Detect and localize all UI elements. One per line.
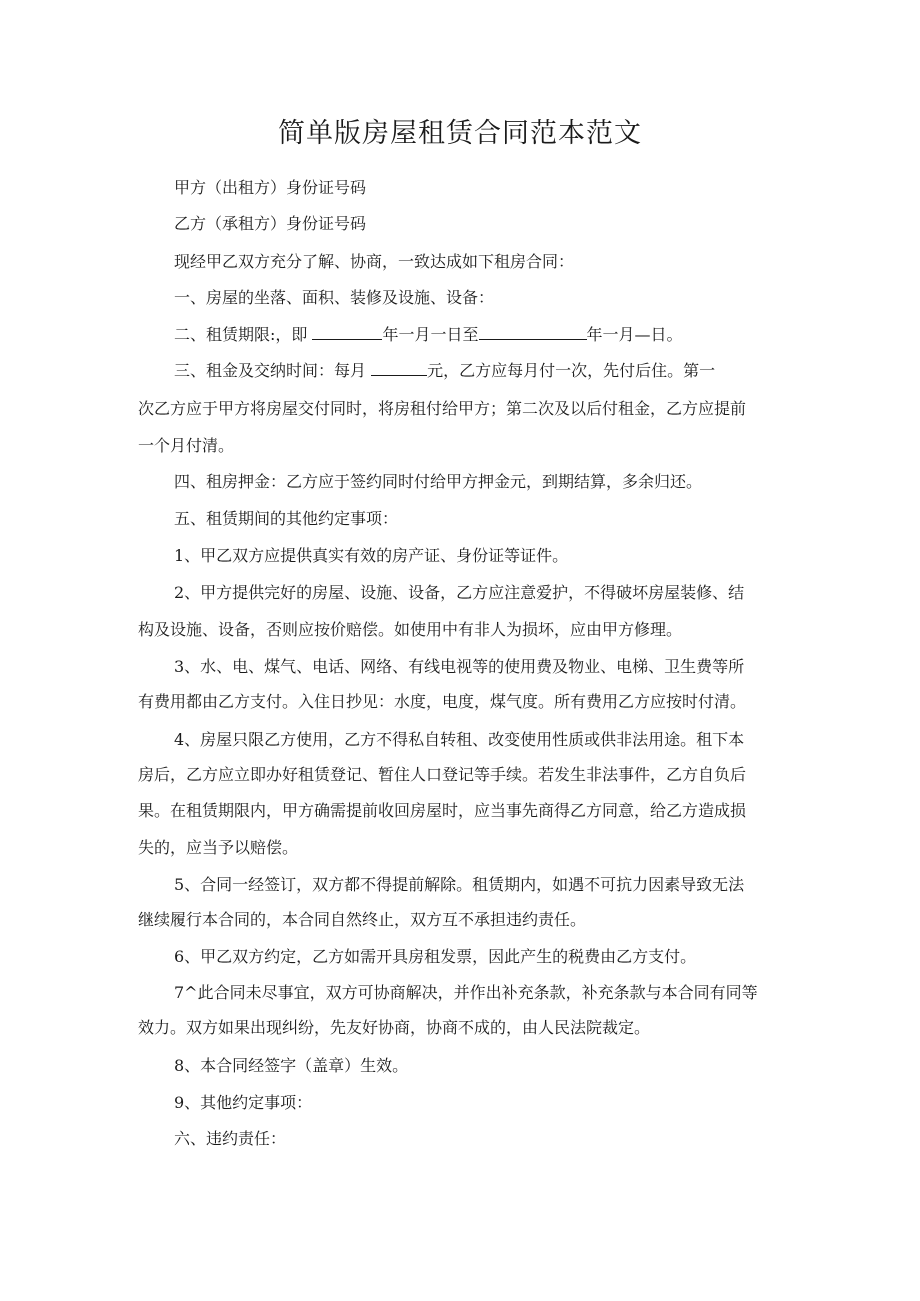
item-6: 6、甲乙双方约定，乙方如需开具房租发票，因此产生的税费由乙方支付。	[174, 947, 697, 966]
intro-paragraph: 现经甲乙双方充分了解、协商，一致达成如下租房合同：	[174, 252, 575, 271]
item-4-line-2: 房后，乙方应立即办好租赁登记、暂住人口登记等手续。若发生非法事件，乙方自负后	[138, 765, 747, 784]
item-5-line-2: 继续履行本合同的，本合同自然终止，双方互不承担违约责任。	[138, 910, 587, 929]
section-2-lease-term	[174, 323, 683, 347]
section-2-text-a: 二、租赁期限:，即	[174, 325, 313, 344]
section-2-text-c: 年一月—日。	[586, 325, 683, 344]
item-3-line-2: 有费用都由乙方支付。入住日抄见：水度，电度，煤气度。所有费用乙方应按时付清。	[138, 692, 747, 711]
item-4-line-1: 4、房屋只限乙方使用，乙方不得私自转租、改变使用性质或供非法用途。租下本	[174, 730, 745, 749]
section-3-rent-line-2: 次乙方应于甲方将房屋交付同时，将房租付给甲方；第二次及以后付租金，乙方应提前	[138, 399, 747, 418]
section-3-text-a: 三、租金及交纳时间：每月	[174, 361, 372, 380]
section-2-text-b: 年一月一日至	[382, 325, 479, 344]
section-3-rent-line-3: 一个月付清。	[138, 436, 235, 455]
item-1: 1、甲乙双方应提供真实有效的房产证、身份证等证件。	[174, 546, 569, 565]
item-2-line-1: 2、甲方提供完好的房屋、设施、设备，乙方应注意爱护，不得破坏房屋装修、结	[174, 583, 745, 602]
section-6-liability: 六、违约责任：	[174, 1129, 287, 1148]
section-3-rent-line-1	[174, 359, 715, 383]
section-5-other-terms: 五、租赁期间的其他约定事项：	[174, 509, 399, 528]
monthly-rent-blank[interactable]	[371, 359, 427, 376]
item-7-line-1: 7^此合同未尽事宜，双方可协商解决，并作出补充条款，补充条款与本合同有同等	[174, 983, 758, 1002]
section-3-text-b: 元，乙方应每月付一次，先付后住。第一	[427, 361, 716, 380]
item-5-line-1: 5、合同一经签订，双方都不得提前解除。租赁期内，如遇不可抗力因素导致无法	[174, 875, 745, 894]
item-3-line-1: 3、水、电、煤气、电话、网络、有线电视等的使用费及物业、电梯、卫生费等所	[174, 657, 745, 676]
start-year-blank[interactable]	[312, 323, 382, 340]
end-year-blank[interactable]	[479, 323, 587, 340]
document-title: 简单版房屋租赁合同范本范文	[278, 118, 642, 149]
item-7-line-2: 效力。双方如果出现纠纷，先友好协商，协商不成的，由人民法院裁定。	[138, 1018, 651, 1037]
section-1-premises: 一、房屋的坐落、面积、装修及设施、设备：	[174, 288, 495, 307]
item-9: 9、其他约定事项：	[174, 1093, 313, 1112]
party-b-line: 乙方（承租方）身份证号码	[174, 214, 367, 233]
section-4-deposit: 四、租房押金：乙方应于签约同时付给甲方押金元，到期结算，多余归还。	[174, 472, 703, 491]
item-4-line-3: 果。在租赁期限内，甲方确需提前收回房屋时，应当事先商得乙方同意，给乙方造成损	[138, 801, 747, 820]
item-8: 8、本合同经签字（盖章）生效。	[174, 1056, 409, 1075]
party-a-line: 甲方（出租方）身份证号码	[174, 178, 367, 197]
item-4-line-4: 失的，应当予以赔偿。	[138, 838, 299, 857]
item-2-line-2: 构及设施、设备，否则应按价赔偿。如使用中有非人为损坏，应由甲方修理。	[138, 620, 683, 639]
